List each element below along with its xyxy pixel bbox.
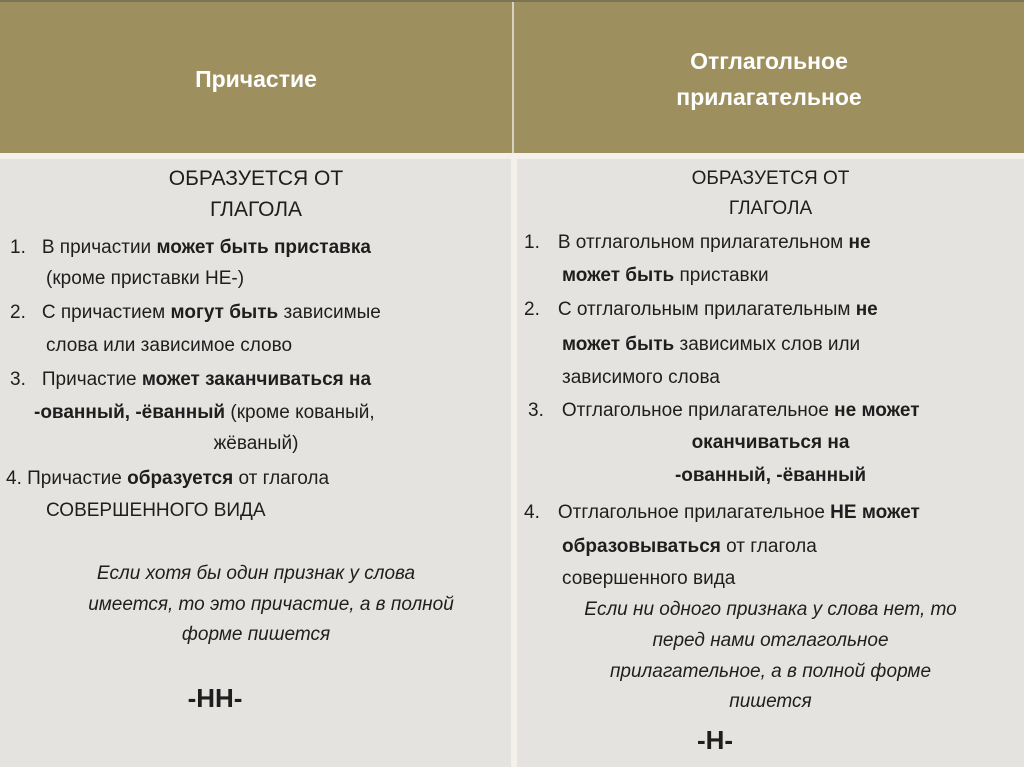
left-item3-line3: жёваный) (213, 433, 299, 454)
header-verbal-adjective-line2: прилагательное (676, 83, 862, 110)
left-rule-line3: форме пишется (181, 624, 331, 645)
left-item3-line2: -ованный, -ёванный (кроме кованый, (34, 402, 375, 423)
right-item1-line1: 1. В отглагольном прилагательном не (524, 232, 871, 253)
left-item4-line2: СОВЕРШЕННОГО ВИДА (46, 500, 266, 521)
right-item2-line1: 2. С отглагольным прилагательным не (524, 299, 878, 320)
right-item4-line2: образовываться от глагола (562, 536, 817, 557)
left-rule-line1: Если хотя бы один признак у слова (96, 563, 416, 584)
right-item3-line2: оканчиваться на (691, 432, 850, 453)
right-origin-line1: ОБРАЗУЕТСЯ ОТ (691, 168, 850, 189)
left-item1-line1: 1. В причастии может быть приставка (10, 237, 371, 258)
right-item3-line3: -ованный, -ёванный (674, 465, 867, 486)
left-item2-line2: слова или зависимое слово (46, 335, 293, 356)
left-origin-line1: ОБРАЗУЕТСЯ ОТ (168, 167, 344, 190)
right-result-n: -Н- (696, 725, 734, 755)
right-item4-line3: совершенного вида (562, 568, 736, 589)
right-item1-line2: может быть приставки (562, 265, 769, 286)
right-rule-line3: прилагательное, а в полной форме (609, 661, 932, 682)
left-result-nn: -НН- (187, 683, 243, 713)
right-item3-line1: 3. Отглагольное прилагательное не может (528, 400, 920, 421)
left-origin-line2: ГЛАГОЛА (209, 198, 303, 221)
right-origin-line2: ГЛАГОЛА (728, 198, 813, 219)
left-rule-line2: имеется, то это причастие, а в полной (88, 594, 454, 615)
right-item4-line1: 4. Отглагольное прилагательное НЕ может (524, 502, 920, 523)
right-item2-line3: зависимого слова (562, 367, 720, 388)
right-rule-line2: перед нами отглагольное (652, 630, 889, 651)
header-verbal-adjective (514, 2, 1024, 155)
right-rule-line1: Если ни одного признака у слова нет, то (584, 599, 957, 620)
left-item3-line1: 3. Причастие может заканчиваться на (10, 369, 372, 390)
left-item4-line1: 4. Причастие образуется от глагола (6, 468, 330, 489)
header-verbal-adjective-line1: Отглагольное (690, 47, 848, 74)
right-rule-line4: пишется (729, 691, 812, 712)
left-item2-line1: 2. С причастием могут быть зависимые (10, 302, 381, 323)
header-column-divider (512, 2, 514, 155)
left-item1-line2: (кроме приставки НЕ-) (46, 268, 245, 289)
right-item2-line2: может быть зависимых слов или (562, 334, 861, 355)
header-participle-title: Причастие (195, 65, 317, 92)
header-participle (0, 2, 512, 155)
table-header-row (0, 0, 1024, 153)
